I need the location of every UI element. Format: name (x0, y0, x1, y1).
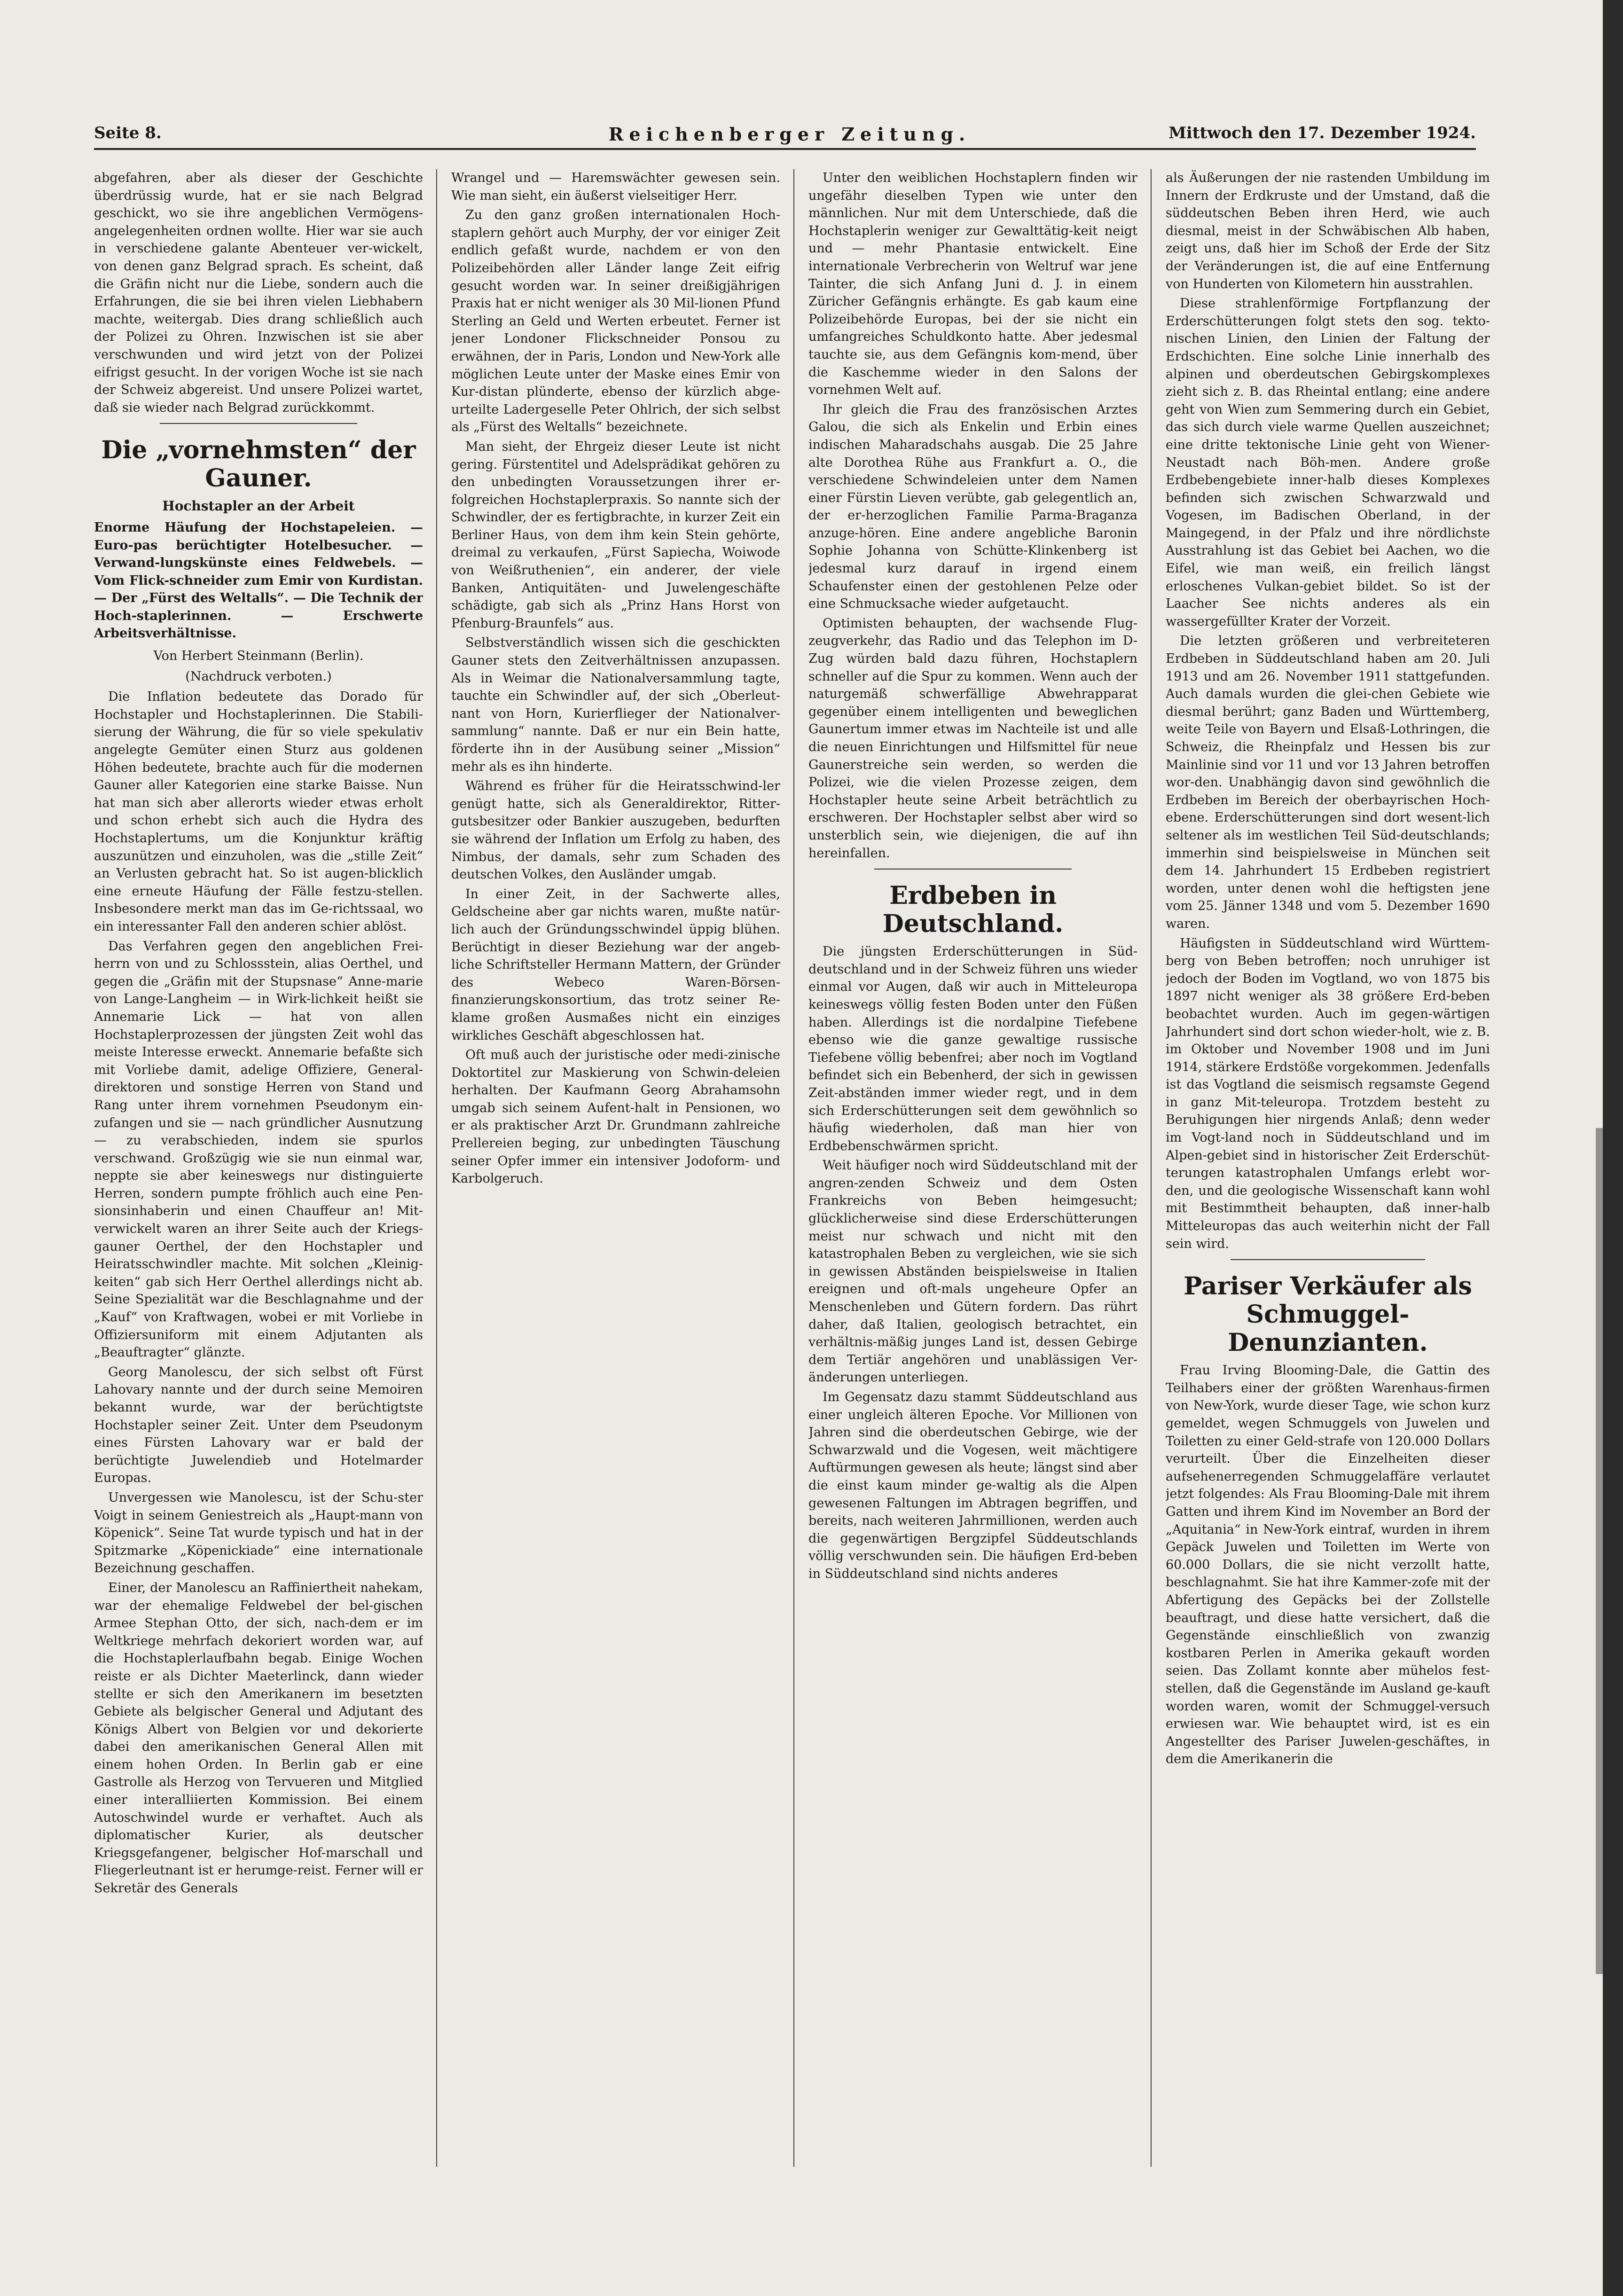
paragraph: Georg Manolescu, der sich selbst oft Fürst Lahovary nannte und der durch seine Memoiren bekannt wurde, war der berüchtigtste Hochstapler seiner Zeit. Unter dem Pseudonym eines Fürsten Lahovary war er bald der berüchtigte Juwelendieb und Hotelmarder Europas. (94, 1364, 423, 1486)
paragraph: Unter den weiblichen Hochstaplern finden wir ungefähr dieselben Typen wie unter den männlichen. Nur mit dem Unterschiede, daß die Hochstaplerin weniger zur Gewalttätig-keit neigt und — mehr Phantasie entwickelt. Eine internationale Verbrecherin von Weltruf war jene Tainter, die sich Anfang Juni d. J. in einem Züricher Gefängnis erhängte. Es gab kaum eine Polizeibehörde Europas, bei der sie nicht ein umfangreiches Schuldkonto hatte. Aber jedesmal tauchte sie, aus dem Gefängnis kom-mend, über die Kaschemme wieder in den Salons der vornehmen Welt auf. (808, 171, 1137, 398)
divider (1231, 1259, 1425, 1260)
paragraph: Diese strahlenförmige Fortpflanzung der Erderschütterungen folgt stets den sog. tekto-nischen Linien, den Linien der Faltung der Erdschichten. Eine solche Linie innerhalb des alpinen und oberdeutschen Gebirgskomplexes zieht sich z. B. das Rheintal entlang; eine andere geht von Wien zum Semmering durch ein Gebiet, das sich durch viele warme Quellen auszeichnet; eine dritte tektonische Linie geht von Wiener-Neustadt nach Böh-men. Andere große Erdbebengebiete inner-halb dieses Komplexes befinden sich zwischen Schwarzwald und Vogesen, im Badischen Oberland, in der Maingegend, in der Pfalz und ihre nördlichste Ausstrahlung ist das Gebiet bei Aachen, wo die Eifel, wie man weiß, ein freilich längst erloschenes Vulkan-gebiet bildet. So ist der Laacher See nichts anderes als ein wassergefüllter Krater der Vorzeit. (1166, 296, 1490, 629)
article-subhead: Hochstapler an der Arbeit (162, 498, 355, 514)
paragraph: Unvergessen wie Manolescu, ist der Schu-ster Voigt in seinem Geniestreich als „Haupt-mann von Köpenick“. Seine Tat wurde typisch und hat in der Spitzmarke „Köpenickiade“ eine internationale Bezeichnung geschaffen. (94, 1490, 423, 1576)
reprint-note: (Nachdruck verboten.) (185, 669, 332, 684)
paragraph: Häufigsten in Süddeutschland wird Württem-berg von Beben betroffen; noch unruhiger ist jedoch der Boden im Vogtland, wo von 1875 bis 1897 nicht weniger als 38 größere Erd-beben beobachtet wurden. Auch im gegen-wärtigen Jahrhundert sind dort schon wieder-holt, wie z. B. im Oktober und November 1908 und im Juni 1914, stärkere Erdstöße vorgekommen. Jedenfalls ist das Vogtland die seismisch regsamste Gegend in ganz Mit-teleuropa. Trotzdem besteht zu Beruhigungen hier nirgends Anlaß; denn weder im Vogt-land noch in Süddeutschland und im Alpen-gebiet sind in historischer Zeit Erderschüt-terungen katastrophalen Umfangs erlebt wor-den, und die geologische Wissenschaft kann wohl mit Bestimmtheit behaupten, daß inner-halb Mitteleuropas das auch weiterhin nicht der Fall sein wird. (1166, 936, 1490, 1251)
column-3 (808, 169, 1137, 1585)
paragraph: Ihr gleich die Frau des französischen Arztes Galou, die sich als Enkelin und Erbin eines indischen Maharadschahs ausgab. Die 25 Jahre alte Dorothea Rühe aus Frankfurt a. O., die verschiedene Schwindeleien unter dem Namen einer Fürstin Lieven verübte, gab gelegentlich an, der er-herzoglichen Familie Parma-Braganza anzuge-hören. Eine andere angebliche Baronin Sophie Johanna von Schütte-Klinkenberg ist jedesmal kurz darauf in irgend einem Schaufenster einen der gestohlenen Pelze oder eine Schmucksache wieder aufgetaucht. (808, 402, 1137, 611)
column-1 (94, 169, 423, 1899)
paragraph: Oft muß auch der juristische oder medi-zinische Doktortitel zur Maskierung von Schwin-deleien herhalten. Der Kaufmann Georg Abrahamsohn umgab sich seinem Aufent-halt in Pensionen, wo er als praktischer Arzt Dr. Grundmann zahlreiche Prellereien beging, zur unbedingten Täuschung seiner Opfer immer ein intensiver Jodoform- und Karbolgeruch. (451, 1048, 780, 1186)
paragraph: Die Inflation bedeutete das Dorado für Hochstapler und Hochstaplerinnen. Die Stabili-sierung der Währung, die für so viele spekulativ angelegte Gemüter einen Sturz aus goldenen Höhen bedeutete, brachte auch für die modernen Gauner aller Kategorien eine starke Baisse. Nun hat man sich aber allerorts wieder etwas erholt und schon erhebt sich auch die Hydra des Hochstaplertums, um die Konjunktur kräftig auszunützen und einzuholen, was die „stille Zeit“ an Verlusten gebracht hat. So ist augen-blicklich eine erneute Häufung der Fälle festzu-stellen. Insbesondere merkt man das im Ge-richtssaal, wo ein interessanter Fall den anderen schier ablöst. (94, 690, 423, 934)
page-number: Seite 8. (94, 124, 162, 142)
page-header (94, 120, 1476, 150)
column-rule (1151, 169, 1152, 2167)
paragraph: In einer Zeit, in der Sachwerte alles, Geldscheine aber gar nichts waren, mußte natür-lich auch der Gründungsschwindel üppig blühen. Berüchtigt in dieser Beziehung war der angeb-liche Schriftsteller Hermann Mattern, der Gründer des Webeco Waren-Börsen-finanzierungskonsortium, das trotz seiner Re-klame großen Ausmaßes nicht ein einziges wirkliches Geschäft abgeschlossen hat. (451, 886, 780, 1043)
paragraph: Wrangel und — Haremswächter gewesen sein. Wie man sieht, ein äußerst vielseitiger Herr. (451, 171, 780, 203)
divider (874, 869, 1072, 870)
divider (160, 423, 357, 424)
paragraph: Selbstverständlich wissen sich die geschickten Gauner stets den Zeitverhältnissen anzupassen. Als in Weimar die Nationalversammlung tagte, tauchte ein Schwindler auf, der sich „Oberleut-nant von Horn, Kurierflieger der Nationalver-sammlung“ nannte. Daß er nur ein Bein hatte, förderte ihn in der Ausübung seiner „Mission“ mehr als es ihn hinderte. (451, 635, 780, 774)
paragraph: als Äußerungen der nie rastenden Umbildung im Innern der Erdkruste und der Umstand, daß die süddeutschen Beben ihren Herd, wie auch diesmal, meist in der Schwäbischen Alb haben, zeigt uns, daß hier im Schoß der Erde der Sitz der Veränderungen ist, die auf eine Entfernung von Hunderten von Kilometern hin ausstrahlen. (1166, 171, 1490, 291)
article-headline: Pariser Verkäufer als Schmuggel-Denunzianten. (1184, 1272, 1472, 1357)
article-headline: Die „vornehmsten“ der Gauner. (101, 436, 416, 493)
masthead: Reichenberger Zeitung. (608, 124, 971, 145)
paragraph: Das Verfahren gegen den angeblichen Frei-herrn von und zu Schlossstein, alias Oerthel, und gegen die „Gräfin mit der Stupsnase“ Anne-marie von Lange-Langheim — in Wirk-lichkeit heißt sie Annemarie Lick — hat von allen Hochstaplerprozessen der jüngsten Zeit wohl das meiste Interesse erweckt. Annemarie befaßte sich mit Vorliebe damit, adelige Offiziere, General-direktoren und sonstige Herren von Stand und Rang unter ihrem vornehmen Pseudonym ein-zufangen und sie — nach gründlicher Ausnutzung — zu verabschieden, indem sie spurlos verschwand. Großzügig wie sie nun einmal war, neppte sie aber keineswegs nur distinguierte Herren, sondern pumpte fröhlich auch eine Pen-sionsinhaberin und einen Chauffeur an! Mit-verwickelt waren an ihrer Seite auch der Kriegs-gauner Oerthel, der den Hochstapler und Heiratsschwindler machte. Mit solchen „Kleinig-keiten“ gab sich Herr Oerthel allerdings nicht ab. Seine Spezialität war die Beschlagnahme und der „Kauf“ von Kraftwagen, wobei er mit Vorliebe in Offiziersuniform mit einem Adjutanten als „Beauftragter“ glänzte. (94, 939, 423, 1360)
column-2 (451, 169, 780, 1190)
byline: Von Herbert Steinmann (Berlin). (153, 649, 364, 664)
paragraph: Zu den ganz großen internationalen Hoch-staplern gehört auch Murphy, der vor einiger Zeit endlich gefaßt wurde, nachdem er von den Polizeibehörden aller Länder lange Zeit eifrig gesucht worden war. In seiner dreißigjährigen Praxis hat er nicht weniger als 30 Mil-lionen Pfund Sterling an Geld und Werten erbeutet. Ferner ist jener Londoner Flickschneider Ponsou zu erwähnen, der in Paris, London und New-York alle möglichen Leute unter der Maske eines Emir von Kur-distan plünderte, ebenso der kürzlich abge-urteilte Ladergeselle Peter Ohlrich, der sich selbst als „Fürst des Weltalls“ bezeichnete. (451, 208, 780, 435)
paragraph: Weit häufiger noch wird Süddeutschland mit der angren-zenden Schweiz und dem Osten Frankreichs von Beben heimgesucht; glücklicherweise sind diese Erderschütterungen meist nur schwach und nicht mit den katastrophalen Beben zu vergleichen, wie sie sich in gewissen Abständen beispielsweise in Italien ereignen und oft-mals ungeheure Opfer an Menschenleben und Gütern fordern. Das rührt daher, daß Italien, geologisch betrachtet, ein verhältnis-mäßig junges Land ist, dessen Gebirge dem Tertiär angehören und unablässigen Ver-änderungen unterliegen. (808, 1158, 1137, 1385)
paragraph: Frau Irving Blooming-Dale, die Gattin des Teilhabers einer der größten Warenhaus-firmen von New-York, wurde dieser Tage, wie schon kurz gemeldet, wegen Schmuggels von Juwelen und Toiletten zu einer Geld-strafe von 120.000 Dollars verurteilt. Über die Einzelheiten dieser aufsehenerregenden Schmuggelaffäre verlautet jetzt folgendes: Als Frau Blooming-Dale mit ihrem Gatten und ihrem Kind im November an Bord der „Aquitania“ in New-York eintraf, wurden in ihrem Gepäck Juwelen und Toiletten im Werte von 60.000 Dollars, die sie nicht verzollt hatte, beschlagnahmt. Sie hat ihre Kammer-zofe mit der Abfertigung des Gepäcks bei der Zollstelle beauftragt, und diese hatte versichert, daß die Gegenstände einschließlich von zwanzig kostbaren Perlen in Amerika gekauft worden seien. Das Zollamt konnte aber mühelos fest-stellen, daß die Gegenstände im Ausland ge-kauft worden waren, womit der Schmuggel-versuch erwiesen war. Wie behauptet wird, ist es ein Angestellter des Pariser Juwelen-geschäftes, in dem die Amerikanerin die (1166, 1363, 1490, 1767)
issue-date: Mittwoch den 17. Dezember 1924. (1168, 124, 1476, 142)
article-deck: Enorme Häufung der Hochstapeleien. — Euro-pas berüchtigter Hotelbesucher. — Verwand-lungskünste eines Feldwebels. — Vom Flick-schneider zum Emir von Kurdistan. — Der „Fürst des Weltalls“. — Die Technik der Hoch-staplerinnen. — Erschwerte Arbeitsverhältnisse. (94, 520, 423, 641)
column-rule (436, 169, 437, 2167)
paragraph: Man sieht, der Ehrgeiz dieser Leute ist nicht gering. Fürstentitel und Adelsprädikat gehören zu den unbedingten Voraussetzungen ihrer er-folgreichen Hochstaplerpraxis. So nannte sich der Schwindler, der es fertigbrachte, in kurzer Zeit ein Berliner Haus, von dem ihm kein Stein gehörte, dreimal zu verkaufen, „Fürst Sapiecha, Woiwode von Weißruthenien“, ein anderer, der viele Banken, Antiquitäten- und Juwelengeschäfte schädigte, gab sich als „Prinz Hans Horst von Pfenburg-Braunfels“ aus. (451, 439, 780, 631)
scan-shadow (1603, 0, 1623, 2296)
paragraph: Die jüngsten Erderschütterungen in Süd-deutschland und in der Schweiz führen uns wieder einmal vor Augen, daß wir auch in Mitteleuropa keineswegs völlig festen Boden unter den Füßen haben. Allerdings ist die nordalpine Tiefebene ebenso wie die ganze gewaltige russische Tiefebene völlig bebenfrei; aber noch im Vogtland befindet sich ein Bebenherd, der sich in gewissen Zeit-abständen immer wieder regt, und in dem sich Erderschütterungen seit dem gewöhnlich so häufig wiederholen, daß man hier von Erdbebenschwärmen spricht. (808, 944, 1137, 1153)
paragraph: Während es früher für die Heiratsschwind-ler genügt hatte, sich als Generaldirektor, Ritter-gutsbesitzer oder Bankier auszugeben, bedurften sie während der Inflation um Erfolg zu haben, des Nimbus, der damals, sehr zum Schaden des deutschen Volkes, den Ausländer umgab. (451, 779, 780, 882)
paragraph: Einer, der Manolescu an Raffiniertheit nahekam, war der ehemalige Feldwebel der bel-gischen Armee Stephan Otto, der sich, nach-dem er im Weltkriege mehrfach dekoriert worden war, auf die Hochstaplerlaufbahn begab. Einige Wochen reiste er als Dichter Maeterlinck, dann wieder stellte er sich den Amerikanern im besetzten Gebiete als belgischer General und Adjutant des Königs Albert von Belgien vor und dekorierte dabei den amerikanischen General Allen mit einem hohen Orden. In Berlin gab er eine Gastrolle als Herzog von Tervueren und Mitglied einer interalliierten Kommission. Bei einem Autoschwindel wurde er verhaftet. Auch als diplomatischer Kurier, als deutscher Kriegsgefangener, belgischer Hof-marschall und Fliegerleutnant ist er herumge-reist. Ferner will er Sekretär des Generals (94, 1580, 423, 1896)
article-headline: Erdbeben in Deutschland. (882, 881, 1064, 939)
paragraph: Im Gegensatz dazu stammt Süddeutschland aus einer ungleich älteren Epoche. Vor Millionen von Jahren sind die oberdeutschen Gebirge, wie der Schwarzwald und die Vogesen, weit mächtigere Auftürmungen gewesen als heute; längst sind aber die einst kaum minder ge-waltig als die Alpen gewesenen Faltungen im Abtragen begriffen, und bereits, nach weiteren Jahrmillionen, werden auch die gegenwärtigen Bergzipfel Süddeutschlands völlig verschwunden sein. Die häufigen Erd-beben in Süddeutschland sind nichts anderes (808, 1390, 1137, 1581)
column-rule (793, 169, 794, 2167)
lead-paragraph: abgefahren, aber als dieser der Geschichte überdrüssig wurde, hat er sie nach Belgrad geschickt, wo sie ihre angeblichen Vermögens-angelegenheiten ordnen wollte. Hier war sie auch in verschiedene galante Abenteuer ver-wickelt, von denen ganz Belgrad sprach. Es scheint, daß die Gräfin nicht nur die Liebe, sondern auch die Erfahrungen, die sie bei ihren vielen Liebhabern machte, weitergab. Dies drang schließlich auch der Polizei zu Ohren. Inzwischen ist sie aber verschwunden und wird jetzt von der Polizei eifrigst gesucht. In der vorigen Woche ist sie nach der Schweiz abgereist. Und unsere Polizei wartet, daß sie wieder nach Belgrad zurückkommt. (94, 171, 423, 415)
paragraph: Die letzten größeren und verbreiteteren Erdbeben in Süddeutschland haben am 20. Juli 1913 und am 26. November 1911 stattgefunden. Auch damals wurden die glei-chen Gebiete wie diesmal berührt; ganz Baden und Württemberg, weite Teile von Bayern und Elsaß-Lothringen, die Schweiz, die Rheinpfalz und Hessen bis zur Mainlinie sind vor 11 und vor 13 Jahren betroffen wor-den. Unabhängig davon sind gewöhnlich die Erdbeben im Bereich der oberbayrischen Hoch-ebene. Erderschütterungen sind dort wesent-lich seltener als im westlichen Teil Süd-deutschlands; immerhin sind beispielsweise in München seit dem 14. Jahrhundert 15 Erdbeben registriert worden, unter denen wohl die heftigsten jene vom 25. Jänner 1348 und vom 5. Dezember 1690 waren. (1166, 634, 1490, 931)
paragraph: Optimisten behaupten, der wachsende Flug-zeugverkehr, das Radio und das Telephon im D-Zug würden bald dazu führen, Hochstaplern schneller auf die Spur zu kommen. Wenn auch der naturgemäß schwerfällige Abwehrapparat gegenüber einem intelligenten und beweglichen Gaunertum immer etwas im Nachteile ist und alle die neuen Einrichtungen und Hilfsmittel für neue Gaunerstreiche sein werden, so werden die Polizei, wie die vielen Prozesse zeigen, dem Hochstapler heute seine Arbeit beträchtlich zu erschweren. Der Hochstapler selbst aber wird so unsterblich sein, wie diejenigen, die auf ihn hereinfallen. (808, 616, 1137, 861)
column-4 (1166, 169, 1490, 1770)
